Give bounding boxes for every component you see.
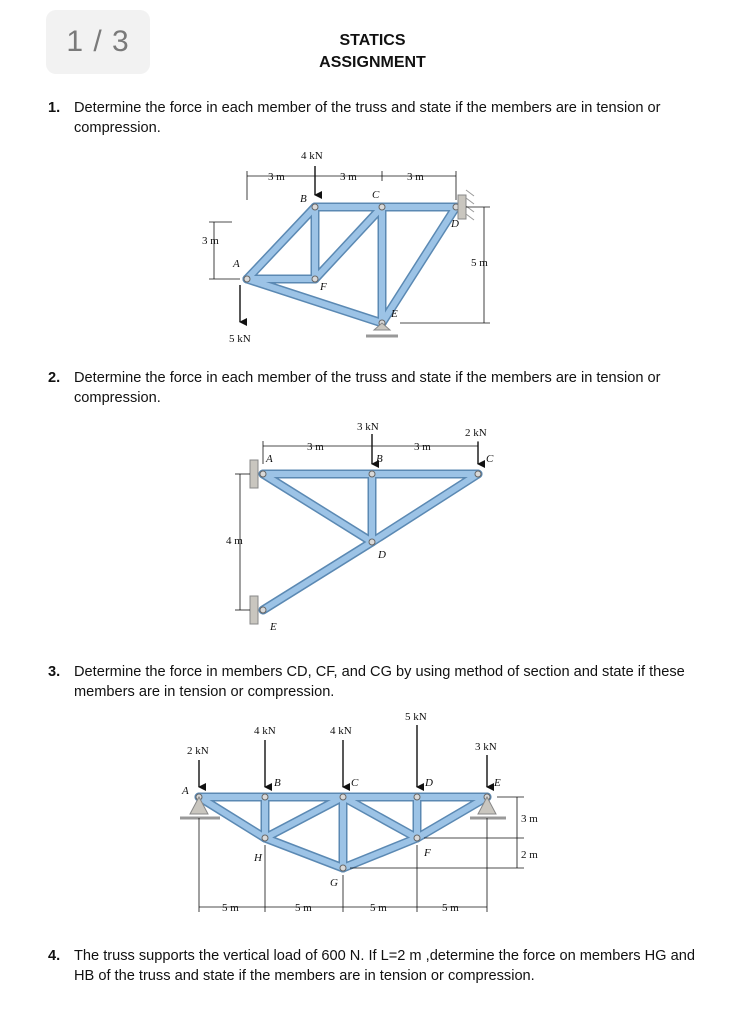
figure-2-node-b: B: [376, 453, 383, 465]
figure-3-load-b: 4 kN: [254, 725, 276, 737]
figure-3-node-b: B: [274, 777, 281, 789]
figure-3-dim-1: 5 m: [222, 902, 239, 914]
figure-3-dim-2: 5 m: [295, 902, 312, 914]
figure-3-node-e: E: [494, 777, 501, 789]
figure-1-dim-b: 3 m: [340, 171, 357, 183]
figure-3-load-d: 5 kN: [405, 711, 427, 723]
figure-2-node-d: D: [378, 549, 386, 561]
figure-1-node-a: A: [233, 258, 240, 270]
figure-2-load-b: 3 kN: [357, 421, 379, 433]
figure-3-node-g: G: [330, 877, 338, 889]
figure-1-load-left: 5 kN: [229, 333, 251, 345]
figure-2-node-c: C: [486, 453, 494, 465]
figure-2-node-a: A: [266, 453, 273, 465]
figure-2-node-e: E: [270, 621, 277, 633]
figure-2-dim-b: 3 m: [414, 441, 431, 453]
question-3-text: Determine the force in members CD, CF, and CG by using method of section and state if these members are in tension or compression.: [74, 664, 685, 700]
figure-3-node-h: H: [254, 852, 262, 864]
question-2-number: 2.: [48, 370, 61, 386]
figure-3-dim-right-1: 3 m: [521, 813, 538, 825]
figure-2-dim-left: 4 m: [226, 535, 243, 547]
question-2-text: Determine the force in each member of the truss and state if the members are in tension or compression.: [74, 370, 661, 406]
question-1-text: Determine the force in each member of the truss and state if the members are in tension or compression.: [74, 100, 661, 136]
question-4-text: The truss supports the vertical load of 600 N. If L=2 m ,determine the force on members HG and HB of the truss and state if the members are in tension or compression.: [74, 948, 695, 984]
question-4: [48, 946, 698, 986]
title-line1: STATICS: [339, 32, 406, 49]
figure-3-dim-3: 5 m: [370, 902, 387, 914]
figure-2-dim-a: 3 m: [307, 441, 324, 453]
figure-3-load-c: 4 kN: [330, 725, 352, 737]
figure-3-dim-4: 5 m: [442, 902, 459, 914]
page-indicator: 1 / 3: [46, 10, 150, 74]
figure-1-dim-c: 3 m: [407, 171, 424, 183]
figure-1-load-top: 4 kN: [301, 150, 323, 162]
question-1-number: 1.: [48, 100, 61, 116]
figure-3-node-c: C: [351, 777, 359, 789]
figure-1-node-c: C: [372, 189, 380, 201]
figure-3-load-a: 2 kN: [187, 745, 209, 757]
figure-1-node-d: D: [451, 218, 459, 230]
question-4-number: 4.: [48, 948, 61, 964]
question-3-number: 3.: [48, 664, 61, 680]
figure-3-node-f: F: [424, 847, 431, 859]
figure-3-node-d: D: [425, 777, 433, 789]
figure-1-node-f: F: [320, 281, 327, 293]
figure-3-node-a: A: [182, 785, 189, 797]
figure-1-node-b: B: [300, 193, 307, 205]
title-line2: ASSIGNMENT: [319, 54, 426, 71]
figure-1-dim-a: 3 m: [268, 171, 285, 183]
figure-1-node-e: E: [391, 308, 398, 320]
figure-1-dim-right: 5 m: [471, 257, 488, 269]
figure-3-load-e: 3 kN: [475, 741, 497, 753]
figure-2-load-c: 2 kN: [465, 427, 487, 439]
figure-3-dim-right-2: 2 m: [521, 849, 538, 861]
figure-1-dim-left: 3 m: [202, 235, 219, 247]
